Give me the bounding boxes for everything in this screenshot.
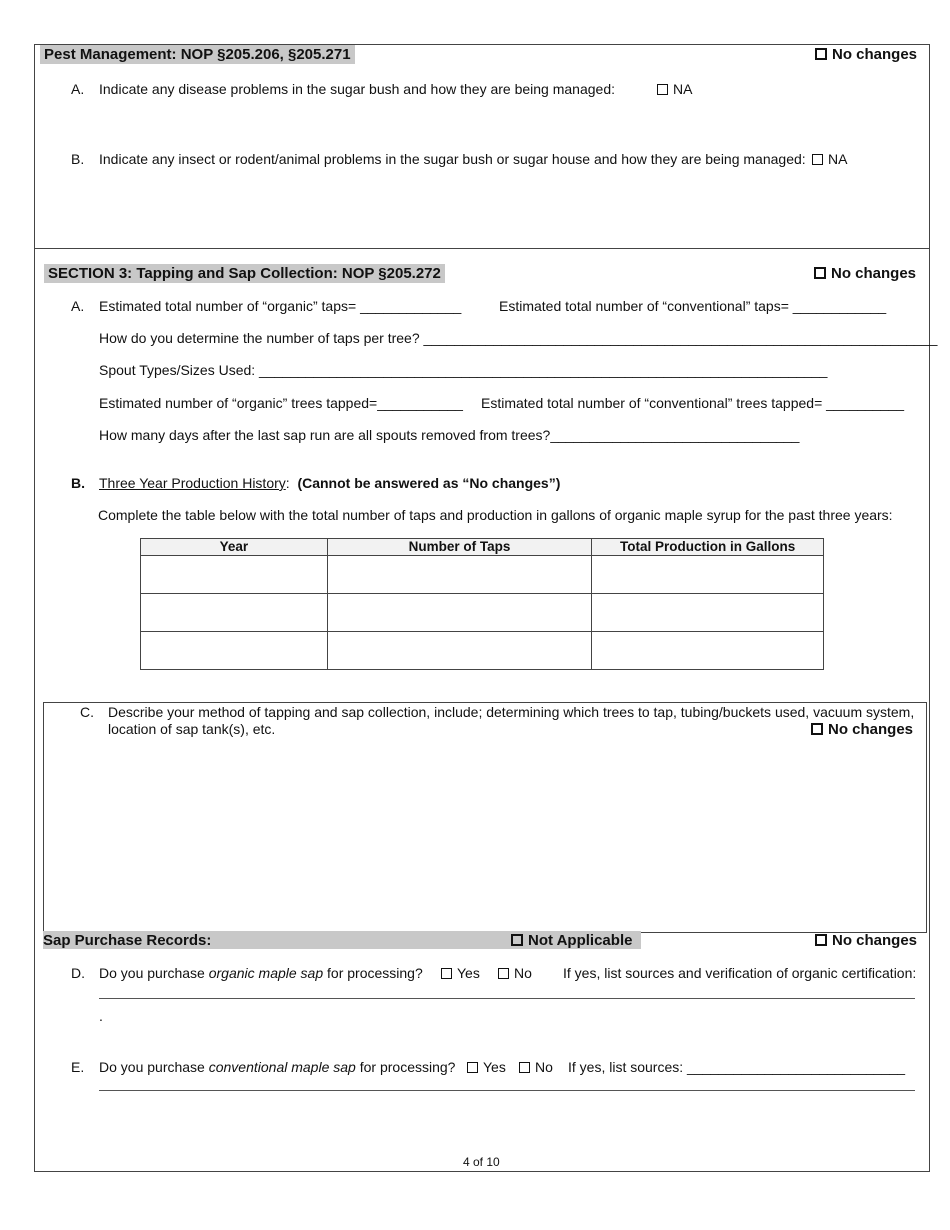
taps-cell[interactable]: [327, 632, 592, 670]
pest-no-changes[interactable]: No changes: [815, 45, 917, 64]
sap-purchase-not-applicable[interactable]: Not Applicable: [511, 931, 632, 950]
organic-trees-field[interactable]: Estimated number of “organic” trees tapped=___________: [99, 395, 463, 411]
pest-item-a-na[interactable]: NA: [657, 81, 692, 97]
gallons-cell[interactable]: [592, 632, 824, 670]
year-cell[interactable]: [141, 632, 328, 670]
pest-management-heading: Pest Management: NOP §205.206, §205.271: [40, 45, 355, 64]
spout-types-field[interactable]: Spout Types/Sizes Used: _________________________________________________________________________: [99, 362, 828, 378]
taps-cell[interactable]: [327, 556, 592, 594]
method-question-line2: location of sap tank(s), etc.: [108, 721, 276, 737]
table-row[interactable]: [141, 556, 824, 594]
checkbox-icon[interactable]: [814, 267, 826, 279]
gallons-cell[interactable]: [592, 594, 824, 632]
sap-purchase-heading: Sap Purchase Records:: [43, 932, 212, 949]
year-column-header: Year: [141, 539, 328, 556]
conventional-taps-field[interactable]: Estimated total number of “conventional” taps= ____________: [499, 298, 887, 314]
production-history-table: [140, 538, 824, 670]
taps-cell[interactable]: [327, 594, 592, 632]
pest-item-b-na[interactable]: NA: [812, 151, 847, 167]
method-no-changes[interactable]: No changes: [811, 720, 913, 739]
checkbox-icon[interactable]: [519, 1062, 530, 1073]
organic-sap-no[interactable]: No: [498, 965, 532, 981]
year-cell[interactable]: [141, 556, 328, 594]
organic-sap-question: Do you purchase organic maple sap for processing?: [99, 965, 423, 981]
pest-item-a-letter: A.: [71, 81, 85, 97]
organic-sap-dot: .: [99, 1008, 103, 1024]
production-history-instructions: Complete the table below with the total number of taps and production in gallons of organic maple syrup for the past three years:: [98, 507, 893, 523]
section3-no-changes[interactable]: No changes: [814, 264, 916, 283]
method-question-line1: Describe your method of tapping and sap collection, include; determining which trees to tap, tubing/buckets used, vacuum system,: [108, 704, 915, 720]
taps-column-header: Number of Taps: [327, 539, 592, 556]
section3-item-b-letter: B.: [71, 475, 85, 491]
production-history-heading: Three Year Production History: (Cannot be answered as “No changes”): [99, 475, 561, 491]
checkbox-icon[interactable]: [815, 934, 827, 946]
sap-item-e-letter: E.: [71, 1059, 85, 1075]
spouts-removed-field[interactable]: How many days after the last sap run are all spouts removed from trees?________________________________: [99, 427, 800, 443]
checkbox-icon[interactable]: [657, 84, 668, 95]
checkbox-icon[interactable]: [441, 968, 452, 979]
pest-management-frame: [34, 44, 930, 249]
page-number: 4 of 10: [463, 1155, 500, 1169]
pest-item-a-question: Indicate any disease problems in the sugar bush and how they are being managed:: [99, 81, 616, 97]
sap-item-d-letter: D.: [71, 965, 85, 981]
organic-sap-followup: If yes, list sources and verification of organic certification:: [563, 965, 917, 981]
year-cell[interactable]: [141, 594, 328, 632]
conventional-trees-field[interactable]: Estimated total number of “conventional” trees tapped= __________: [481, 395, 905, 411]
checkbox-icon[interactable]: [511, 934, 523, 946]
taps-per-tree-field[interactable]: How do you determine the number of taps per tree? __________________________________________________________________: [99, 330, 938, 346]
gallons-column-header: Total Production in Gallons: [592, 539, 824, 556]
checkbox-icon[interactable]: [812, 154, 823, 165]
checkbox-icon[interactable]: [498, 968, 509, 979]
sap-purchase-no-changes[interactable]: No changes: [815, 931, 917, 950]
table-header-row: [141, 539, 824, 556]
pest-item-b-question: Indicate any insect or rodent/animal problems in the sugar bush or sugar house and how they are being managed:: [99, 151, 806, 167]
table-row[interactable]: [141, 632, 824, 670]
checkbox-icon[interactable]: [811, 723, 823, 735]
table-row[interactable]: [141, 594, 824, 632]
checkbox-icon[interactable]: [815, 48, 827, 60]
conventional-sap-yes[interactable]: Yes: [467, 1059, 506, 1075]
conventional-sap-sources-line[interactable]: [99, 1090, 915, 1091]
section3-item-a-letter: A.: [71, 298, 85, 314]
organic-sap-sources-line[interactable]: [99, 998, 915, 999]
conventional-sap-followup[interactable]: If yes, list sources: ____________________________: [568, 1059, 906, 1075]
gallons-cell[interactable]: [592, 556, 824, 594]
pest-item-b-letter: B.: [71, 151, 85, 167]
checkbox-icon[interactable]: [467, 1062, 478, 1073]
organic-sap-yes[interactable]: Yes: [441, 965, 480, 981]
conventional-sap-no[interactable]: No: [519, 1059, 553, 1075]
conventional-sap-question: Do you purchase conventional maple sap for processing?: [99, 1059, 456, 1075]
section3-item-c-letter: C.: [80, 704, 94, 720]
section3-heading: SECTION 3: Tapping and Sap Collection: NOP §205.272: [44, 264, 445, 283]
organic-taps-field[interactable]: Estimated total number of “organic” taps= _____________: [99, 298, 462, 314]
